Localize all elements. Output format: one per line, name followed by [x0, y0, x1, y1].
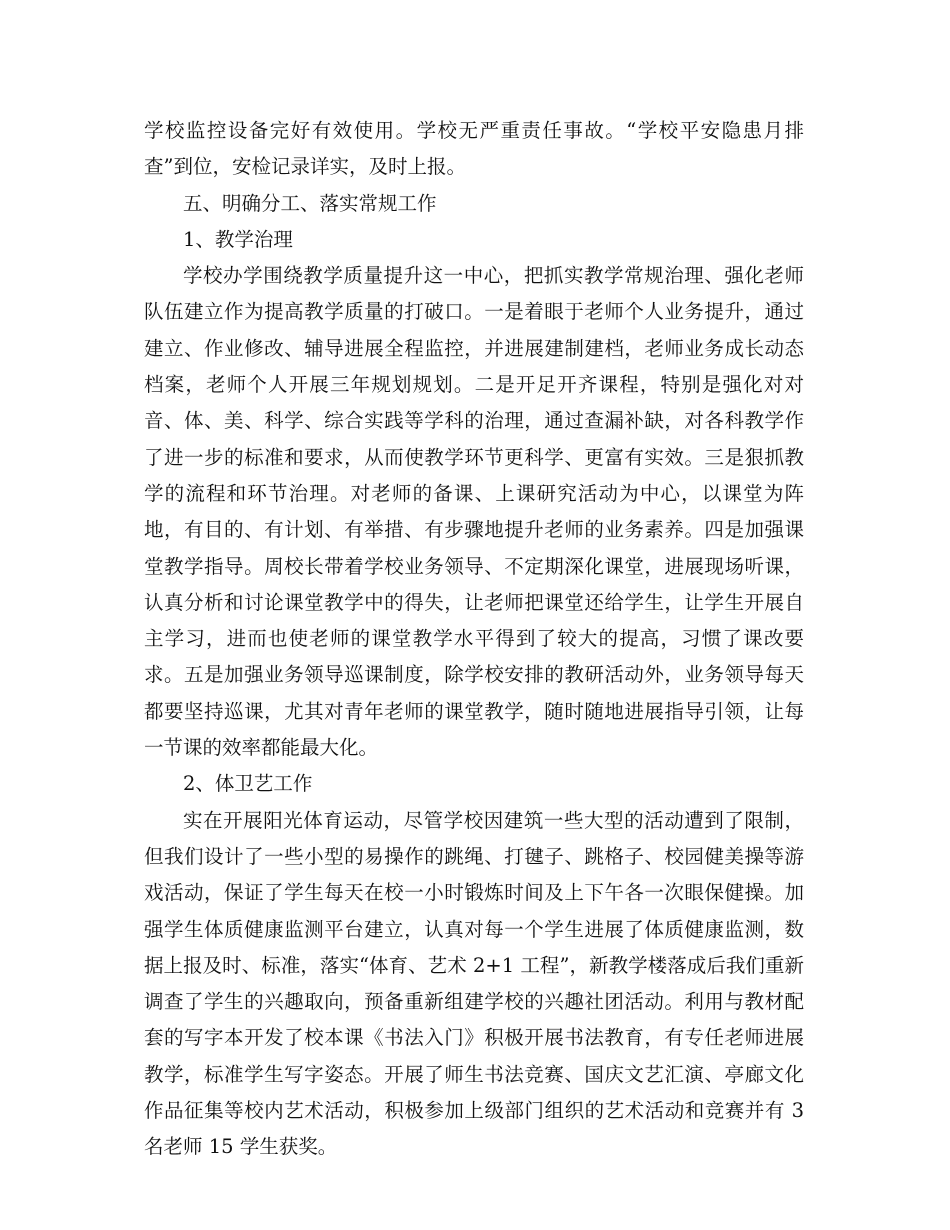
document-body: [144, 113, 804, 1166]
paragraph-school-safety: 学校监控设备完好有效使用。学校无严重责任事故。“学校平安隐患月排查”到位，安检记录详实，及时上报。: [144, 119, 804, 179]
subheading-teaching-management: 1、教学治理: [183, 227, 293, 251]
subheading-sports-health-arts: 2、体卫艺工作: [183, 772, 313, 796]
paragraph-sports-health-arts: 实在开展阳光体育运动，尽管学校因建筑一些大型的活动遭到了限制，但我们设计了一些小型的易操作的跳绳、打毽子、跳格子、校园健美操等游戏活动，保证了学生每天在校一小时锻炼时间及上下午各一次眼保健操。加强学生体质健康监测平台建立，认真对每一个学生进展了体质健康监测，数据上报及时、标准，落实“体育、艺术 2+1 工程”，新教学楼落成后我们重新调查了学生的兴趣取向，预备重新组建学校的兴趣社团活动。利用与教材配套的写字本开发了校本课《书法入门》积极开展书法教育，有专任老师进展教学，标准学生写字姿态。开展了师生书法竞赛、国庆文艺汇演、亭廊文化作品征集等校内艺术活动，积极参加上级部门组织的艺术活动和竞赛并有 3 名老师 15 学生获奖。: [144, 808, 804, 1159]
paragraph-teaching-management: 学校办学围绕教学质量提升这一中心，把抓实教学常规治理、强化老师队伍建立作为提高教学质量的打破口。一是着眼于老师个人业务提升，通过建立、作业修改、辅导进展全程监控，并进展建制建档，老师业务成长动态档案，老师个人开展三年规划规划。二是开足开齐课程，特别是强化对对音、体、美、科学、综合实践等学科的治理，通过查漏补缺，对各科教学作了进一步的标准和要求，从而使教学环节更科学、更富有实效。三是狠抓教学的流程和环节治理。对老师的备课、上课研究活动为中心，以课堂为阵地，有目的、有计划、有举措、有步骤地提升老师的业务素养。四是加强课堂教学指导。周校长带着学校业务领导、不定期深化课堂，进展现场听课，认真分析和讨论课堂教学中的得失，让老师把课堂还给学生，让学生开展自主学习，进而也使老师的课堂教学水平得到了较大的提高，习惯了课改要求。五是加强业务领导巡课制度，除学校安排的教研活动外，业务领导每天都要坚持巡课，尤其对青年老师的课堂教学，随时随地进展指导引领，让每一节课的效率都能最大化。: [144, 264, 804, 760]
section-heading-five: 五、明确分工、落实常规工作: [183, 191, 437, 215]
